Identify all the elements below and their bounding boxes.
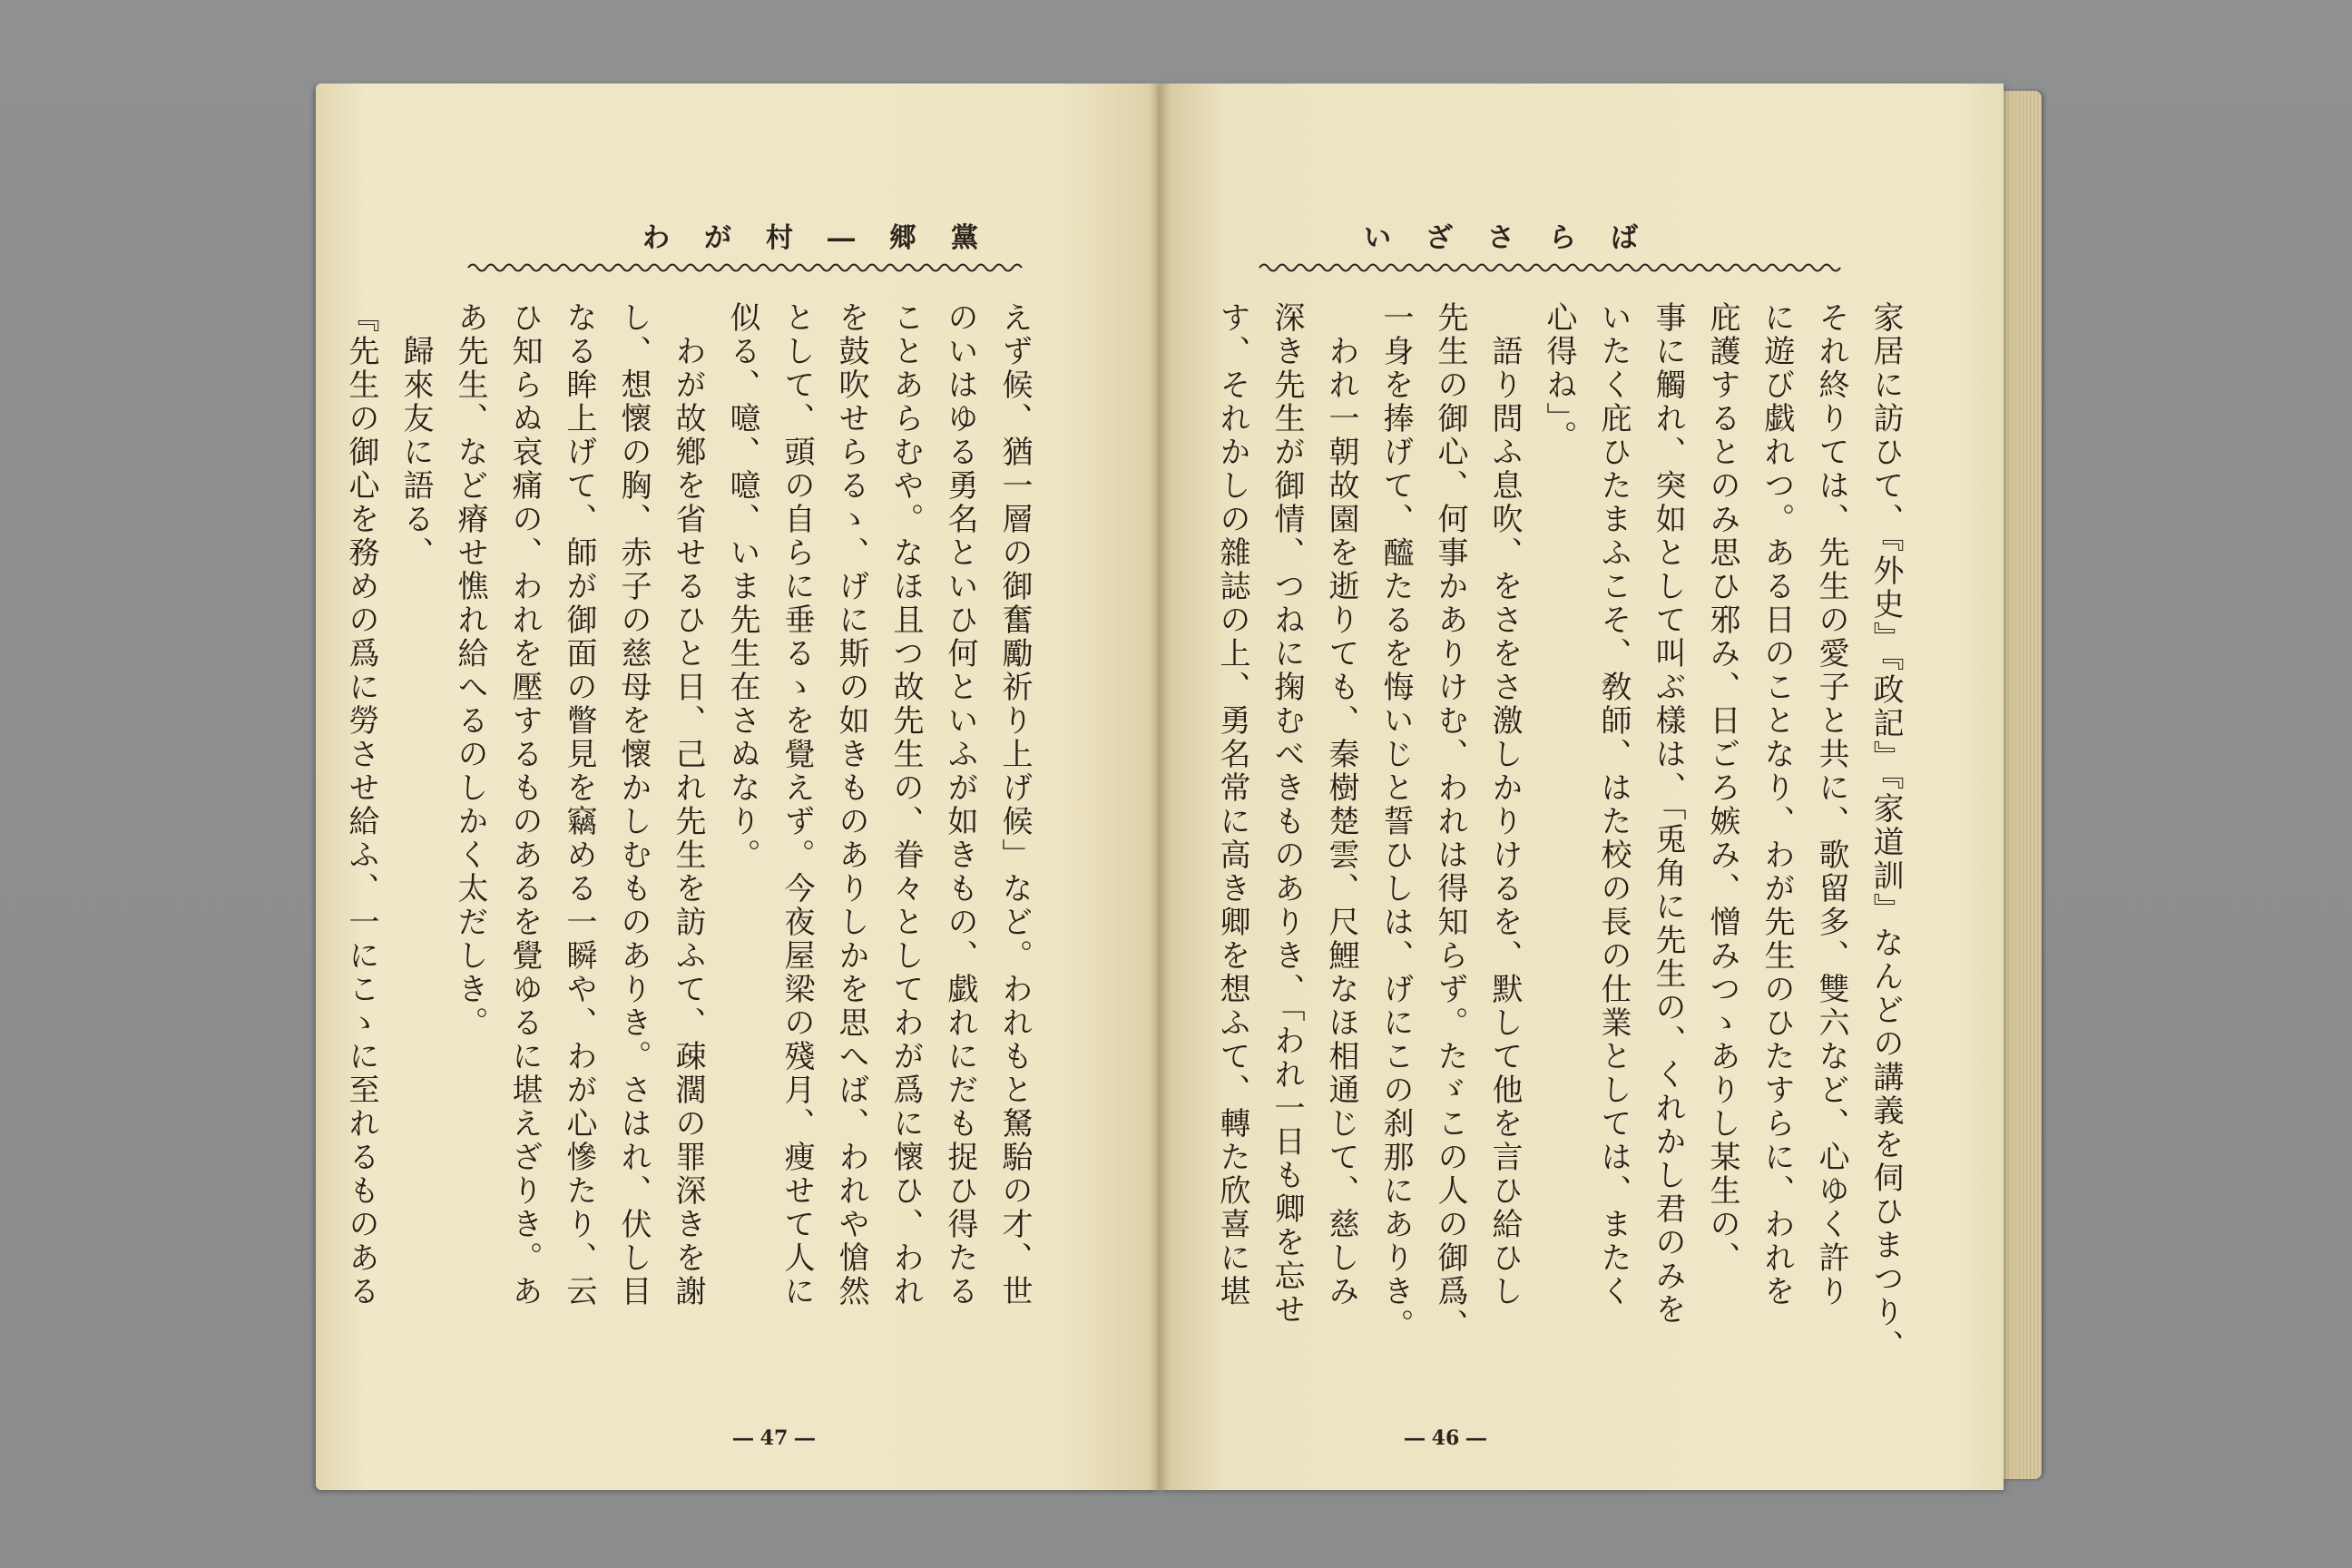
right-page-header: いざさらば — [1364, 222, 1672, 254]
text-column: 事に觸れ、突如として叫ぶ樣は、「兎角に先生の、くれかし君のみを — [1650, 301, 1686, 1327]
text-column: 庇護するとのみ思ひ邪み、日ごろ嫉み、憎みつゝありし某生の、 — [1704, 301, 1740, 1275]
text-column: を鼓吹せらるゝ、げに斯の如きものありしかを思へば、われや愴然 — [833, 301, 869, 1308]
text-column: 家居に訪ひて、『外史』『政記』『家道訓』なんどの講義を伺ひまつり、 — [1867, 301, 1904, 1363]
text-column: われ一朝故園を逝りても、秦樹楚雲、尺鯉なほ相通じて、慈しみ — [1323, 301, 1359, 1308]
text-column: ことあらむや。なほ且つ故先生の、眷々としてわが爲に懷ひ、われ — [887, 301, 924, 1308]
text-column: それ終りては、先生の愛子と共に、歌留多、雙六など、心ゆく許り — [1813, 301, 1849, 1308]
text-column: 語り問ふ息吹、をさをさ激しかりけるを、默して他を言ひ給ひし — [1486, 301, 1523, 1308]
text-column: として、頭の自らに垂るゝを覺えず。今夜屋梁の殘月、痩せて人に — [779, 301, 815, 1308]
left-header-wavy-rule — [468, 261, 1022, 274]
text-column: 歸來友に語る、 — [397, 301, 434, 570]
text-column: す、それかしの雜誌の上、勇名常に高き卿を想ふて、轉た欣喜に堪 — [1214, 301, 1250, 1308]
text-column: 深き先生が御情、つねに掬むべきものありき、「われ一日も卿を忘せ — [1269, 301, 1305, 1327]
left-page-number: ― 47 ― — [733, 1426, 815, 1450]
text-column: に遊び戯れつ。ある日のことなり、わが先生のひたすらに、われを — [1759, 301, 1795, 1308]
text-column: わが故鄕を省せるひと日、己れ先生を訪ふて、疎濶の罪深きを謝 — [670, 301, 706, 1308]
text-column: のいはゆる勇名といひ何といふが如きもの、戯れにだも捉ひ得たる — [942, 301, 978, 1308]
right-page-body — [1214, 301, 1913, 1426]
text-column: いたく庇ひたまふこそ、敎師、はた校の長の仕業としては、またく — [1595, 301, 1632, 1308]
page-edges — [2004, 91, 2042, 1479]
text-column: 心得ね」。 — [1541, 301, 1577, 454]
left-page — [316, 83, 1160, 1490]
right-page — [1160, 83, 2004, 1490]
text-column: 先生の御心、何事かありけむ、われは得知らず。たゞこの人の御爲、 — [1432, 301, 1468, 1342]
left-page-body — [343, 301, 1042, 1426]
right-header-wavy-rule — [1259, 261, 1840, 274]
text-column: 似る、噫、噫、いま先生在さぬなり。 — [724, 301, 760, 872]
text-column: なる眸上げて、師が御面の瞥見を竊める一瞬や、わが心慘たり、云 — [561, 301, 597, 1308]
text-column: ひ知らぬ哀痛の、われを壓するものあるを覺ゆるに堪えざりき。あ — [506, 301, 543, 1308]
open-book — [316, 74, 2049, 1499]
book-gutter — [1149, 83, 1171, 1490]
text-column: えず候、猶一層の御奮勵祈り上げ候」など。われもと駑駘の才、世 — [996, 301, 1033, 1308]
text-column: 『先生の御心を務めの爲に勞させ給ふ、一にこゝに至れるものある — [343, 301, 379, 1308]
right-page-number: ― 46 ― — [1405, 1426, 1486, 1450]
text-column: 一身を捧げて、醯たるを悔いじと誓ひしは、げにこの刹那にありき。 — [1377, 301, 1414, 1342]
text-column: し、想懷の胸、赤子の慈母を懷かしむものありき。さはれ、伏し目 — [615, 301, 652, 1308]
left-page-header: わが村―郷黨 — [642, 222, 1013, 254]
text-column: あ先生、など瘠せ憔れ給へるのしかく太だしき。 — [452, 301, 488, 1040]
